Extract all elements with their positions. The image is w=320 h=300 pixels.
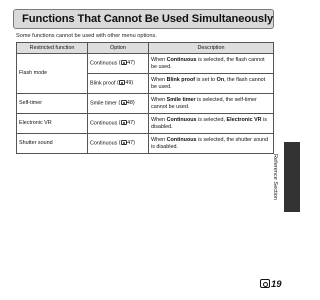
description-text: is selected, the flash cannot be used.	[151, 56, 265, 70]
description-cell	[149, 134, 274, 154]
column-header-option: Option	[88, 43, 149, 54]
function-cell: Flash mode	[17, 54, 88, 94]
reference-page-icon	[121, 60, 127, 65]
description-cell	[149, 54, 274, 74]
description-cell	[149, 114, 274, 134]
option-page-ref: 49	[125, 80, 132, 87]
option-cell: Blink proof ( 49)	[88, 74, 149, 94]
option-cell: Continuous ( 47)	[88, 114, 149, 134]
section-tab	[284, 142, 300, 212]
description-bold: On	[216, 76, 225, 83]
column-header-description: Description	[149, 43, 274, 54]
page-title: Functions That Cannot Be Used Simultaneously	[22, 13, 274, 25]
description-text: When	[151, 96, 167, 103]
description-text: , the flash cannot be used.	[151, 76, 266, 90]
description-bold: Electronic VR	[226, 116, 262, 123]
table-row	[17, 134, 274, 154]
reference-page-icon	[121, 100, 127, 105]
option-page-ref: 48	[126, 100, 133, 107]
page-number	[260, 278, 282, 290]
description-cell	[149, 74, 274, 94]
description-bold: Continuous	[166, 136, 197, 143]
option-name: Continuous	[90, 60, 118, 67]
restrictions-table	[16, 42, 274, 154]
reference-page-icon	[121, 120, 127, 125]
function-cell: Electronic VR	[17, 114, 88, 134]
reference-page-icon	[121, 140, 127, 145]
option-name: Blink proof	[90, 80, 116, 87]
reference-page-icon	[260, 279, 270, 288]
description-text: When	[151, 136, 167, 143]
option-page-ref: 47	[127, 120, 134, 127]
option-cell: Continuous ( 47)	[88, 54, 149, 74]
description-bold: Blink proof	[166, 76, 196, 83]
option-page-ref: 47	[127, 60, 134, 67]
description-text: is selected, the self-timer cannot be used.	[151, 96, 257, 110]
description-text: is selected, the shutter sound is disabled.	[151, 136, 269, 150]
option-page-ref: 47	[127, 140, 134, 147]
description-text: When	[151, 116, 167, 123]
table-row	[17, 114, 274, 134]
description-cell	[149, 94, 274, 114]
option-name: Continuous	[90, 120, 118, 127]
description-text: When	[151, 76, 167, 83]
table-row	[17, 94, 274, 114]
description-text: is selected,	[196, 116, 227, 123]
reference-page-icon	[119, 80, 125, 85]
option-cell: Smile timer ( 48)	[88, 94, 149, 114]
option-name: Smile timer	[90, 100, 117, 107]
function-cell: Self-timer	[17, 94, 88, 114]
description-text: is set to	[195, 76, 217, 83]
option-name: Continuous	[90, 140, 118, 147]
description-text: When	[151, 56, 167, 63]
description-bold: Smile timer	[166, 96, 196, 103]
intro-text: Some functions cannot be used with other menu options.	[16, 33, 157, 39]
side-section-label	[265, 142, 285, 212]
description-text: is disabled.	[151, 116, 267, 130]
function-cell: Shutter sound	[17, 134, 88, 154]
page-number-text: 19	[271, 279, 282, 290]
description-bold: Continuous	[166, 56, 197, 63]
section-title-bar	[13, 9, 274, 29]
table-header-row	[17, 43, 274, 54]
option-cell: Continuous ( 47)	[88, 134, 149, 154]
column-header-function: Restricted function	[17, 43, 88, 54]
table-row	[17, 54, 274, 74]
side-section-label-text: Reference Section	[272, 153, 278, 201]
description-bold: Continuous	[166, 116, 197, 123]
